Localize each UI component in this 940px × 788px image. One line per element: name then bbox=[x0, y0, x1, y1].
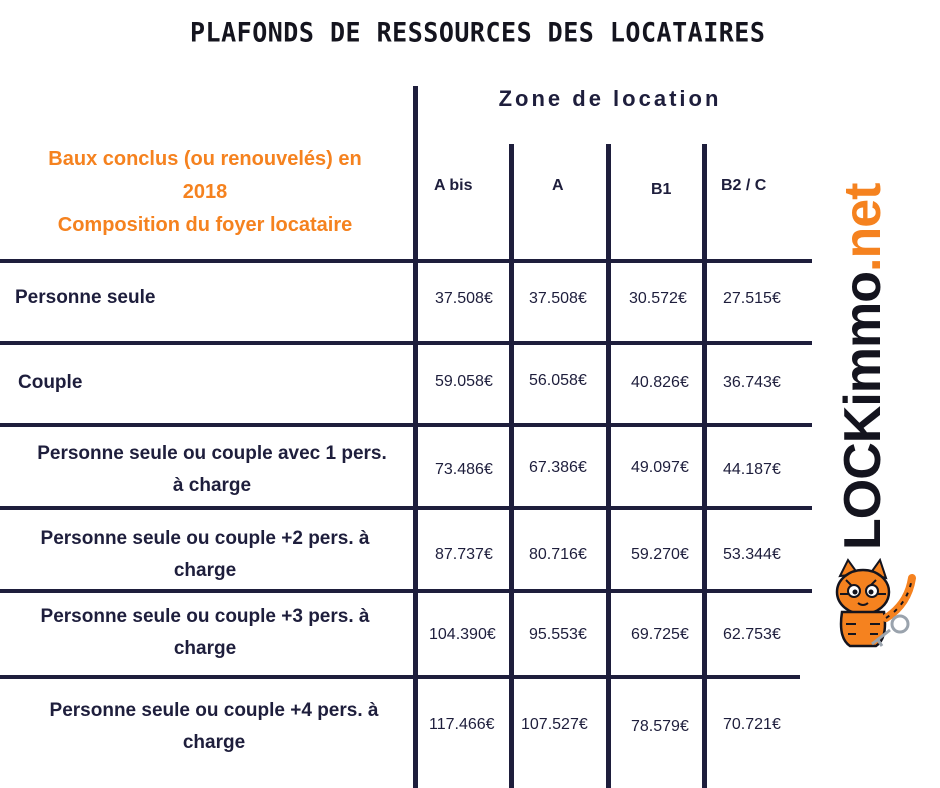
row-6-b2c: 70.721€ bbox=[723, 716, 781, 733]
grid-vline-3 bbox=[702, 144, 707, 788]
cat-mascot-icon bbox=[828, 558, 928, 650]
logo-text-main: LOCKimmo bbox=[834, 272, 892, 550]
row-3-line-1: Personne seule ou couple avec 1 pers. bbox=[37, 443, 387, 464]
row-1-b1: 30.572€ bbox=[629, 290, 687, 307]
row-label-2 bbox=[18, 367, 418, 399]
zone-title: Zone de location bbox=[498, 86, 722, 111]
row-1-b2c: 27.515€ bbox=[723, 290, 781, 307]
row-5-a: 95.553€ bbox=[529, 626, 587, 643]
row-6-a-bis: 117.466€ bbox=[429, 716, 495, 733]
col-header-a: A bbox=[552, 177, 564, 194]
grid-hline-3 bbox=[0, 506, 812, 510]
row-5-line-2: charge bbox=[173, 638, 237, 659]
logo-text-net: .net bbox=[834, 183, 892, 272]
col-header-b2c: B2 / C bbox=[721, 177, 767, 194]
row-2-a-bis: 59.058€ bbox=[435, 373, 493, 390]
row-label-3 bbox=[12, 438, 412, 502]
grid-hline-1 bbox=[0, 341, 812, 345]
row-label-1 bbox=[15, 282, 415, 314]
grid-hline-5 bbox=[0, 675, 800, 679]
row-3-a-bis: 73.486€ bbox=[435, 461, 493, 478]
row-4-b1: 59.270€ bbox=[631, 546, 689, 563]
row-1-a: 37.508€ bbox=[529, 290, 587, 307]
col-header-a-bis: A bis bbox=[434, 177, 473, 194]
cat-head bbox=[837, 560, 889, 614]
row-3-a: 67.386€ bbox=[529, 459, 587, 476]
page-title: PLAFONDS DE RESSOURCES DES LOCATAIRES bbox=[190, 16, 766, 49]
grid-vline-2 bbox=[606, 144, 611, 788]
row-label-4 bbox=[5, 523, 405, 587]
header-left bbox=[5, 143, 405, 242]
grid-hline-4 bbox=[0, 589, 812, 593]
row-4-b2c: 53.344€ bbox=[723, 546, 781, 563]
col-header-b1: B1 bbox=[651, 181, 672, 198]
grid-hline-2 bbox=[0, 423, 812, 427]
row-2-line-1: Couple bbox=[18, 372, 83, 393]
row-5-line-1: Personne seule ou couple +3 pers. à bbox=[40, 606, 370, 627]
logo-text bbox=[833, 184, 893, 550]
row-label-6 bbox=[14, 695, 414, 759]
header-line-3: Composition du foyer locataire bbox=[57, 214, 353, 236]
row-4-line-1: Personne seule ou couple +2 pers. à bbox=[40, 528, 370, 549]
row-2-a: 56.058€ bbox=[529, 372, 587, 389]
row-4-a-bis: 87.737€ bbox=[435, 546, 493, 563]
header-line-2: 2018 bbox=[182, 181, 228, 203]
row-4-line-2: charge bbox=[173, 560, 237, 581]
row-6-line-2: charge bbox=[182, 732, 246, 753]
row-2-b2c: 36.743€ bbox=[723, 374, 781, 391]
row-6-a: 107.527€ bbox=[521, 716, 588, 733]
row-5-b2c: 62.753€ bbox=[723, 626, 781, 643]
cat-tail bbox=[886, 578, 912, 618]
row-6-b1: 78.579€ bbox=[631, 718, 689, 735]
row-3-b1: 49.097€ bbox=[631, 459, 689, 476]
header-line-1: Baux conclus (ou renouvelés) en bbox=[48, 148, 362, 170]
lockimmo-logo bbox=[828, 183, 928, 650]
row-3-b2c: 44.187€ bbox=[723, 461, 781, 478]
row-2-b1: 40.826€ bbox=[631, 374, 689, 391]
row-1-a-bis: 37.508€ bbox=[435, 290, 493, 307]
grid-vline-main bbox=[413, 86, 418, 788]
row-6-line-1: Personne seule ou couple +4 pers. à bbox=[49, 700, 379, 721]
row-5-a-bis: 104.390€ bbox=[429, 626, 496, 643]
grid-vline-1 bbox=[509, 144, 514, 788]
row-4-a: 80.716€ bbox=[529, 546, 587, 563]
grid-hline-0 bbox=[0, 259, 812, 263]
row-1-line-1: Personne seule bbox=[15, 287, 156, 308]
row-3-line-2: à charge bbox=[172, 475, 252, 496]
row-5-b1: 69.725€ bbox=[631, 626, 689, 643]
row-label-5 bbox=[5, 601, 405, 665]
